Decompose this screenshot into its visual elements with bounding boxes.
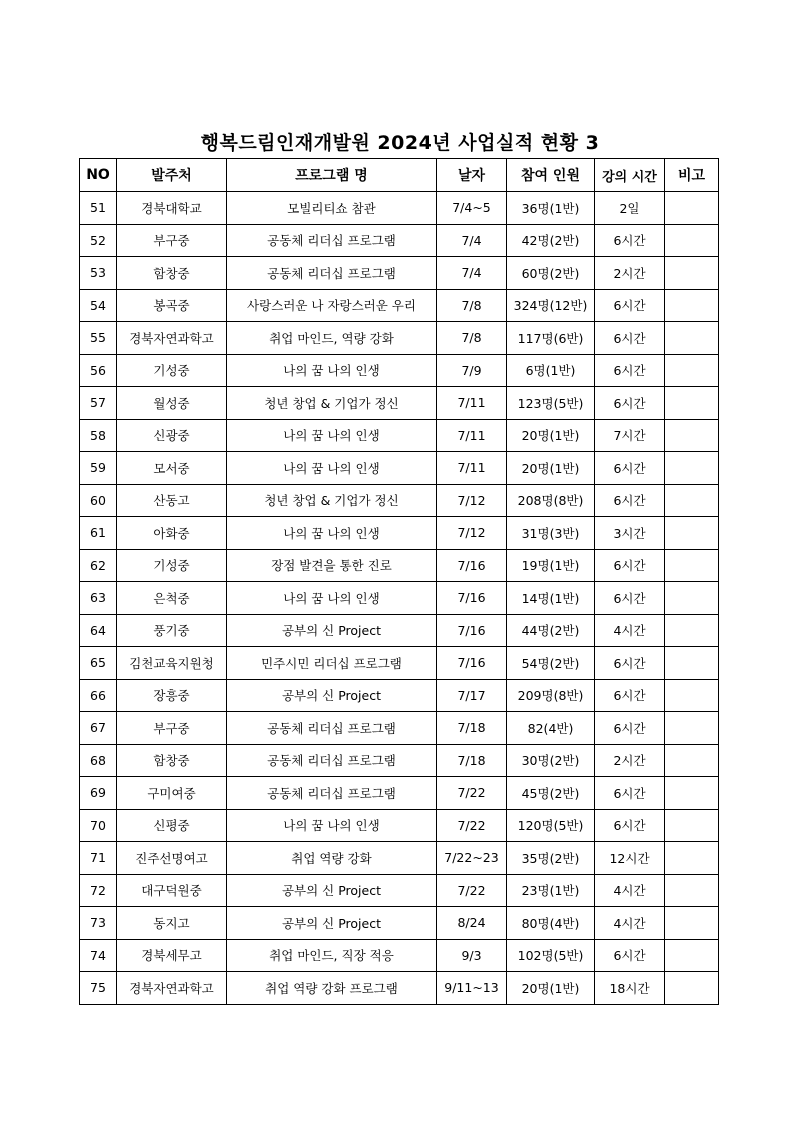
cell-program: 취업 역량 강화 프로그램 [227, 972, 437, 1005]
cell-client: 진주선명여고 [117, 842, 227, 875]
cell-date: 7/22~23 [437, 842, 507, 875]
cell-program: 청년 창업 & 기업가 정신 [227, 484, 437, 517]
cell-note [665, 452, 719, 485]
cell-participants: 42명(2반) [507, 224, 595, 257]
cell-hours: 4시간 [595, 907, 665, 940]
cell-hours: 6시간 [595, 289, 665, 322]
cell-hours: 6시간 [595, 939, 665, 972]
cell-client: 기성중 [117, 549, 227, 582]
cell-date: 7/18 [437, 712, 507, 745]
cell-note [665, 939, 719, 972]
table-row [80, 484, 719, 517]
performance-table [79, 158, 719, 1005]
table-row [80, 517, 719, 550]
cell-date: 7/18 [437, 744, 507, 777]
cell-date: 7/16 [437, 549, 507, 582]
cell-note [665, 257, 719, 290]
column-header-date: 날자 [437, 159, 507, 192]
cell-program: 공부의 신 Project [227, 907, 437, 940]
cell-date: 7/4~5 [437, 192, 507, 225]
cell-no: 61 [80, 517, 117, 550]
table-row [80, 582, 719, 615]
cell-no: 56 [80, 354, 117, 387]
column-header-hours: 강의 시간 [595, 159, 665, 192]
cell-participants: 209명(8반) [507, 679, 595, 712]
cell-no: 54 [80, 289, 117, 322]
cell-date: 7/22 [437, 809, 507, 842]
cell-no: 59 [80, 452, 117, 485]
cell-hours: 6시간 [595, 809, 665, 842]
cell-participants: 20명(1반) [507, 452, 595, 485]
cell-participants: 117명(6반) [507, 322, 595, 355]
cell-no: 68 [80, 744, 117, 777]
cell-program: 공동체 리더십 프로그램 [227, 712, 437, 745]
cell-date: 9/11~13 [437, 972, 507, 1005]
cell-program: 모빌리티쇼 참관 [227, 192, 437, 225]
cell-participants: 20명(1반) [507, 419, 595, 452]
cell-no: 69 [80, 777, 117, 810]
cell-program: 취업 역량 강화 [227, 842, 437, 875]
cell-no: 72 [80, 874, 117, 907]
cell-hours: 6시간 [595, 322, 665, 355]
cell-client: 아화중 [117, 517, 227, 550]
cell-participants: 44명(2반) [507, 614, 595, 647]
table-row [80, 387, 719, 420]
table-row [80, 647, 719, 680]
cell-hours: 2시간 [595, 257, 665, 290]
cell-client: 은척중 [117, 582, 227, 615]
cell-hours: 7시간 [595, 419, 665, 452]
cell-participants: 54명(2반) [507, 647, 595, 680]
cell-participants: 208명(8반) [507, 484, 595, 517]
column-header-program: 프로그램 명 [227, 159, 437, 192]
cell-no: 75 [80, 972, 117, 1005]
cell-client: 신평중 [117, 809, 227, 842]
cell-note [665, 712, 719, 745]
cell-date: 7/16 [437, 614, 507, 647]
cell-no: 55 [80, 322, 117, 355]
cell-program: 장점 발견을 통한 진로 [227, 549, 437, 582]
cell-note [665, 322, 719, 355]
cell-note [665, 972, 719, 1005]
cell-hours: 6시간 [595, 712, 665, 745]
table-row [80, 679, 719, 712]
cell-date: 7/12 [437, 517, 507, 550]
cell-client: 봉곡중 [117, 289, 227, 322]
cell-client: 모서중 [117, 452, 227, 485]
cell-no: 70 [80, 809, 117, 842]
cell-participants: 30명(2반) [507, 744, 595, 777]
cell-participants: 36명(1반) [507, 192, 595, 225]
cell-note [665, 679, 719, 712]
table-row [80, 354, 719, 387]
cell-participants: 31명(3반) [507, 517, 595, 550]
table-row [80, 549, 719, 582]
cell-client: 월성중 [117, 387, 227, 420]
cell-client: 경북세무고 [117, 939, 227, 972]
cell-no: 71 [80, 842, 117, 875]
cell-client: 경북대학교 [117, 192, 227, 225]
cell-participants: 20명(1반) [507, 972, 595, 1005]
cell-program: 공동체 리더십 프로그램 [227, 777, 437, 810]
cell-program: 공동체 리더십 프로그램 [227, 224, 437, 257]
cell-program: 사랑스러운 나 자랑스러운 우리 [227, 289, 437, 322]
cell-note [665, 289, 719, 322]
cell-program: 나의 꿈 나의 인생 [227, 452, 437, 485]
cell-hours: 18시간 [595, 972, 665, 1005]
cell-participants: 123명(5반) [507, 387, 595, 420]
cell-client: 동지고 [117, 907, 227, 940]
cell-program: 청년 창업 & 기업가 정신 [227, 387, 437, 420]
cell-no: 64 [80, 614, 117, 647]
cell-date: 7/11 [437, 452, 507, 485]
cell-note [665, 907, 719, 940]
table-row [80, 614, 719, 647]
cell-note [665, 224, 719, 257]
cell-note [665, 647, 719, 680]
cell-no: 58 [80, 419, 117, 452]
cell-date: 7/17 [437, 679, 507, 712]
cell-client: 김천교육지원청 [117, 647, 227, 680]
cell-hours: 6시간 [595, 484, 665, 517]
cell-participants: 19명(1반) [507, 549, 595, 582]
cell-note [665, 777, 719, 810]
cell-participants: 14명(1반) [507, 582, 595, 615]
cell-date: 7/16 [437, 647, 507, 680]
cell-note [665, 192, 719, 225]
cell-client: 부구중 [117, 224, 227, 257]
cell-date: 7/12 [437, 484, 507, 517]
table-row [80, 744, 719, 777]
table-row [80, 322, 719, 355]
cell-date: 7/9 [437, 354, 507, 387]
cell-participants: 35명(2반) [507, 842, 595, 875]
table-row [80, 809, 719, 842]
cell-no: 57 [80, 387, 117, 420]
cell-hours: 12시간 [595, 842, 665, 875]
table-row [80, 874, 719, 907]
cell-participants: 45명(2반) [507, 777, 595, 810]
table-row [80, 257, 719, 290]
table-row [80, 777, 719, 810]
column-header-no: NO [80, 159, 117, 192]
cell-hours: 6시간 [595, 387, 665, 420]
cell-date: 7/22 [437, 874, 507, 907]
cell-note [665, 614, 719, 647]
cell-note [665, 517, 719, 550]
cell-client: 구미여중 [117, 777, 227, 810]
cell-note [665, 744, 719, 777]
cell-hours: 2일 [595, 192, 665, 225]
table-row [80, 419, 719, 452]
cell-no: 67 [80, 712, 117, 745]
cell-no: 52 [80, 224, 117, 257]
cell-participants: 23명(1반) [507, 874, 595, 907]
table-header-row [80, 159, 719, 192]
cell-client: 풍기중 [117, 614, 227, 647]
page-title: 행복드림인재개발원 2024년 사업실적 현황 3 [200, 132, 600, 154]
table-row [80, 939, 719, 972]
cell-date: 7/4 [437, 224, 507, 257]
cell-date: 8/24 [437, 907, 507, 940]
cell-note [665, 354, 719, 387]
cell-no: 60 [80, 484, 117, 517]
cell-participants: 80명(4반) [507, 907, 595, 940]
cell-program: 공부의 신 Project [227, 679, 437, 712]
cell-no: 62 [80, 549, 117, 582]
cell-hours: 6시간 [595, 452, 665, 485]
cell-note [665, 874, 719, 907]
cell-client: 대구덕원중 [117, 874, 227, 907]
column-header-note: 비고 [665, 159, 719, 192]
cell-no: 66 [80, 679, 117, 712]
cell-hours: 4시간 [595, 614, 665, 647]
table-row [80, 224, 719, 257]
cell-note [665, 549, 719, 582]
cell-participants: 60명(2반) [507, 257, 595, 290]
cell-program: 민주시민 리더십 프로그램 [227, 647, 437, 680]
table-row [80, 712, 719, 745]
cell-date: 7/8 [437, 289, 507, 322]
cell-program: 나의 꿈 나의 인생 [227, 809, 437, 842]
cell-participants: 120명(5반) [507, 809, 595, 842]
table-row [80, 842, 719, 875]
cell-note [665, 419, 719, 452]
cell-hours: 3시간 [595, 517, 665, 550]
cell-date: 7/22 [437, 777, 507, 810]
cell-client: 기성중 [117, 354, 227, 387]
cell-hours: 6시간 [595, 582, 665, 615]
cell-date: 9/3 [437, 939, 507, 972]
cell-participants: 82(4반) [507, 712, 595, 745]
cell-program: 공동체 리더십 프로그램 [227, 744, 437, 777]
cell-hours: 6시간 [595, 777, 665, 810]
cell-program: 취업 마인드, 직장 적응 [227, 939, 437, 972]
cell-participants: 6명(1반) [507, 354, 595, 387]
cell-program: 취업 마인드, 역량 강화 [227, 322, 437, 355]
table-row [80, 289, 719, 322]
cell-no: 63 [80, 582, 117, 615]
column-header-participants: 참여 인원 [507, 159, 595, 192]
cell-hours: 2시간 [595, 744, 665, 777]
cell-note [665, 484, 719, 517]
cell-no: 73 [80, 907, 117, 940]
cell-hours: 4시간 [595, 874, 665, 907]
cell-client: 산동고 [117, 484, 227, 517]
cell-client: 장흥중 [117, 679, 227, 712]
cell-note [665, 387, 719, 420]
cell-client: 함창중 [117, 744, 227, 777]
table-row [80, 192, 719, 225]
table-row [80, 972, 719, 1005]
column-header-client: 발주처 [117, 159, 227, 192]
cell-program: 공동체 리더십 프로그램 [227, 257, 437, 290]
table-row [80, 452, 719, 485]
cell-program: 나의 꿈 나의 인생 [227, 419, 437, 452]
cell-date: 7/16 [437, 582, 507, 615]
table-row [80, 907, 719, 940]
cell-hours: 6시간 [595, 549, 665, 582]
cell-program: 나의 꿈 나의 인생 [227, 517, 437, 550]
cell-date: 7/4 [437, 257, 507, 290]
cell-program: 나의 꿈 나의 인생 [227, 354, 437, 387]
cell-hours: 6시간 [595, 224, 665, 257]
cell-no: 51 [80, 192, 117, 225]
table-body [80, 192, 719, 1005]
cell-client: 부구중 [117, 712, 227, 745]
cell-date: 7/11 [437, 419, 507, 452]
cell-program: 나의 꿈 나의 인생 [227, 582, 437, 615]
cell-client: 경북자연과학고 [117, 972, 227, 1005]
cell-no: 53 [80, 257, 117, 290]
cell-client: 신광중 [117, 419, 227, 452]
cell-hours: 6시간 [595, 679, 665, 712]
cell-no: 74 [80, 939, 117, 972]
cell-date: 7/8 [437, 322, 507, 355]
cell-date: 7/11 [437, 387, 507, 420]
cell-participants: 102명(5반) [507, 939, 595, 972]
cell-program: 공부의 신 Project [227, 614, 437, 647]
cell-program: 공부의 신 Project [227, 874, 437, 907]
cell-hours: 6시간 [595, 354, 665, 387]
cell-note [665, 582, 719, 615]
cell-note [665, 842, 719, 875]
cell-participants: 324명(12반) [507, 289, 595, 322]
cell-hours: 6시간 [595, 647, 665, 680]
cell-no: 65 [80, 647, 117, 680]
cell-client: 경북자연과학고 [117, 322, 227, 355]
cell-note [665, 809, 719, 842]
cell-client: 함창중 [117, 257, 227, 290]
